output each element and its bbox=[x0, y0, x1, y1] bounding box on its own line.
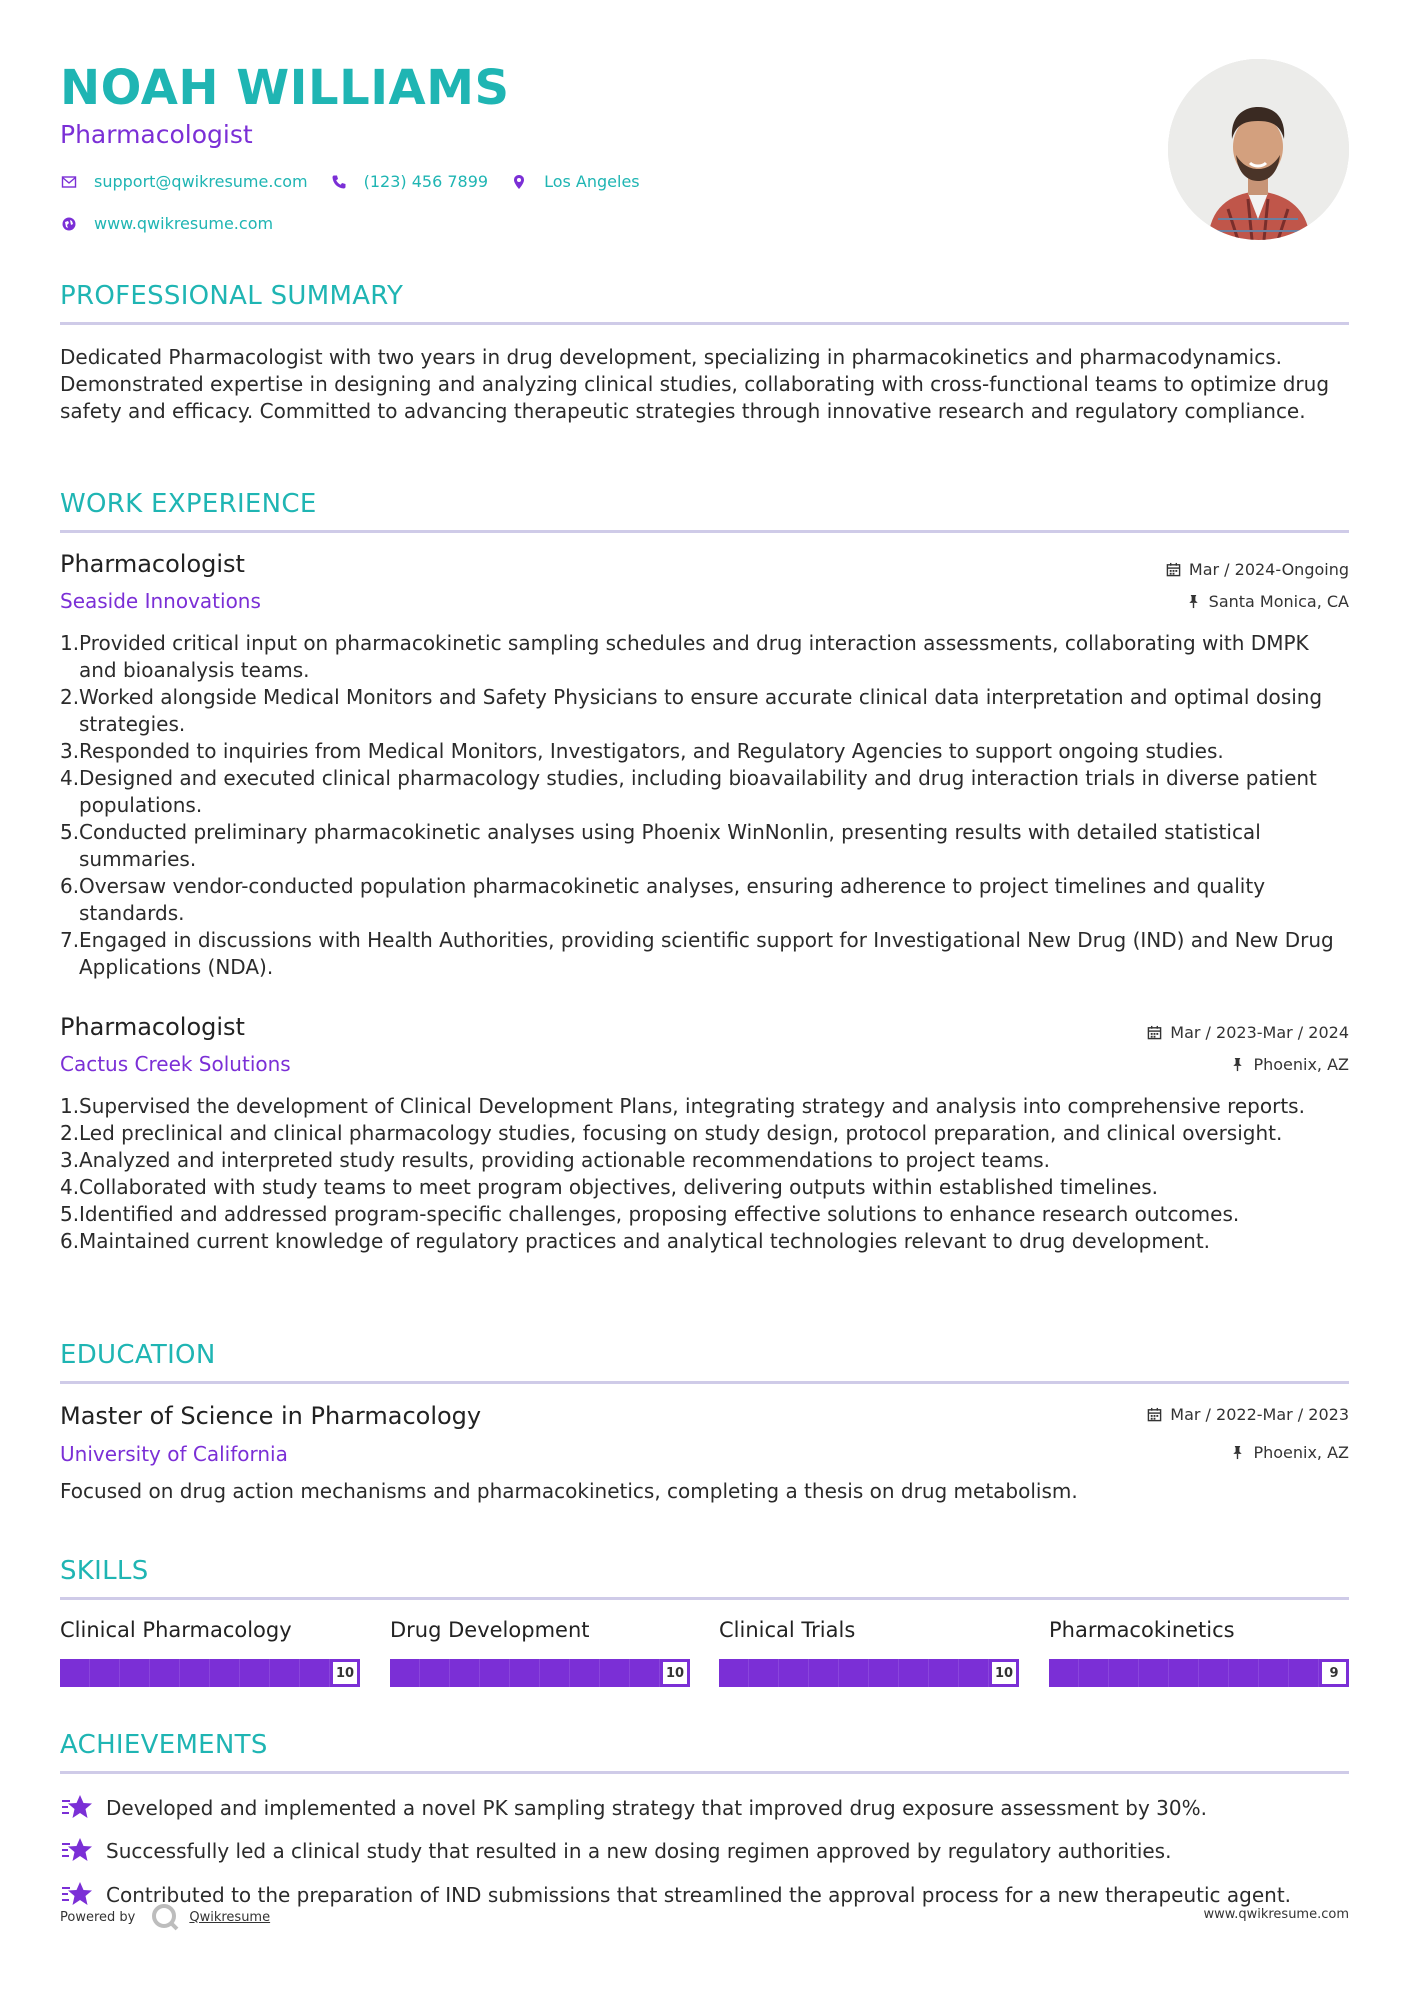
skill-bar bbox=[390, 1659, 690, 1687]
calendar-icon bbox=[1147, 1407, 1162, 1422]
contact-email[interactable] bbox=[60, 172, 308, 191]
skill-bar-segment bbox=[839, 1659, 869, 1687]
skill-bar-segment bbox=[150, 1659, 180, 1687]
skill-score: 10 bbox=[989, 1659, 1019, 1687]
contact-row-1 bbox=[60, 172, 662, 191]
list-item: 4. Designed and executed clinical pharmacology studies, including bioavailability and drug interaction trials in diverse patient populations. bbox=[60, 766, 1317, 817]
achievement-item bbox=[60, 1834, 1171, 1868]
education-heading: EDUCATION bbox=[60, 1340, 216, 1370]
job-title-2: Pharmacologist bbox=[60, 1013, 245, 1041]
skill-name: Clinical Pharmacology bbox=[60, 1618, 292, 1642]
envelope-icon bbox=[60, 173, 78, 191]
footer-powered-by bbox=[60, 1903, 270, 1931]
skill-bar-segment bbox=[779, 1659, 809, 1687]
skill-bar-segment bbox=[1079, 1659, 1109, 1687]
job-date-text-1: Mar / 2024-Ongoing bbox=[1188, 560, 1349, 579]
list-item: 2. Led preclinical and clinical pharmacology studies, focusing on study design, protocol preparation, and clinical oversight. bbox=[60, 1121, 1283, 1145]
list-item: 3. Analyzed and interpreted study results, providing actionable recommendations to project teams. bbox=[60, 1148, 1050, 1172]
job-title-1: Pharmacologist bbox=[60, 550, 245, 578]
achievements-heading: ACHIEVEMENTS bbox=[60, 1730, 268, 1760]
list-item: 5. Conducted preliminary pharmacokinetic analyses using Phoenix WinNonlin, presenting results with detailed statistical summaries. bbox=[60, 820, 1261, 871]
skill-bar-segment bbox=[210, 1659, 240, 1687]
experience-heading: WORK EXPERIENCE bbox=[60, 489, 317, 519]
skill-bar-segment bbox=[300, 1659, 330, 1687]
candidate-name: NOAH WILLIAMS bbox=[60, 60, 510, 116]
skill-name: Clinical Trials bbox=[719, 1618, 856, 1642]
skill-bar-segment bbox=[420, 1659, 450, 1687]
skill-bar-segment bbox=[630, 1659, 660, 1687]
skill-bar bbox=[60, 1659, 360, 1687]
achievement-text: Developed and implemented a novel PK sampling strategy that improved drug exposure assessment by 30%. bbox=[106, 1796, 1207, 1820]
skill-item bbox=[1049, 1618, 1349, 1687]
star-icon bbox=[60, 1791, 94, 1825]
skill-bar-segment bbox=[719, 1659, 749, 1687]
degree-title: Master of Science in Pharmacology bbox=[60, 1402, 482, 1430]
summary-divider bbox=[60, 322, 1349, 325]
job-location-text-1: Santa Monica, CA bbox=[1208, 592, 1349, 611]
list-item: 5. Identified and addressed program-specific challenges, proposing effective solutions to enhance research outcomes. bbox=[60, 1202, 1240, 1226]
skill-bar-segment bbox=[270, 1659, 300, 1687]
website-text[interactable]: www.qwikresume.com bbox=[94, 214, 274, 233]
job-date-1 bbox=[1166, 560, 1349, 579]
skill-bar bbox=[1049, 1659, 1349, 1687]
qwikresume-logo-icon bbox=[151, 1903, 179, 1931]
skill-score: 9 bbox=[1319, 1659, 1349, 1687]
phone-text[interactable]: (123) 456 7899 bbox=[363, 172, 489, 191]
achievements-divider bbox=[60, 1771, 1349, 1774]
skill-bar-segment bbox=[60, 1659, 90, 1687]
skill-bar-segment bbox=[1259, 1659, 1289, 1687]
skill-bar-segment bbox=[1169, 1659, 1199, 1687]
star-icon bbox=[60, 1834, 94, 1868]
list-item: 1. Provided critical input on pharmacokinetic sampling schedules and drug interaction assessments, collaborating with DMPK and bioanalysis teams. bbox=[60, 631, 1309, 682]
skill-score: 10 bbox=[330, 1659, 360, 1687]
job-bullets-2 bbox=[60, 1093, 1352, 1255]
skill-bar-segment bbox=[480, 1659, 510, 1687]
list-item: 4. Collaborated with study teams to meet program objectives, delivering outputs within established timelines. bbox=[60, 1175, 1159, 1199]
phone-icon bbox=[330, 173, 348, 191]
calendar-icon bbox=[1166, 562, 1181, 577]
skill-bar-segment bbox=[510, 1659, 540, 1687]
skill-bar-segment bbox=[1199, 1659, 1229, 1687]
list-item: 3. Responded to inquiries from Medical Monitors, Investigators, and Regulatory Agencies to support ongoing studies. bbox=[60, 739, 1224, 763]
skill-bar-segment bbox=[869, 1659, 899, 1687]
skill-bar-segment bbox=[390, 1659, 420, 1687]
skill-bar-segment bbox=[1109, 1659, 1139, 1687]
job-date-text-2: Mar / 2023-Mar / 2024 bbox=[1170, 1023, 1349, 1042]
summary-heading: PROFESSIONAL SUMMARY bbox=[60, 281, 404, 311]
contact-phone[interactable] bbox=[330, 172, 488, 191]
list-item: 6. Maintained current knowledge of regulatory practices and analytical technologies relevant to drug development. bbox=[60, 1229, 1211, 1253]
location-text: Los Angeles bbox=[544, 172, 640, 191]
job-location-1 bbox=[1186, 592, 1349, 611]
education-date bbox=[1147, 1405, 1349, 1424]
skill-bar-segment bbox=[1049, 1659, 1079, 1687]
job-location-text-2: Phoenix, AZ bbox=[1253, 1055, 1349, 1074]
achievement-text: Contributed to the preparation of IND submissions that streamlined the approval process for a new therapeutic agent. bbox=[106, 1883, 1292, 1907]
job-company-1: Seaside Innovations bbox=[60, 589, 261, 613]
skill-bar-segment bbox=[899, 1659, 929, 1687]
pushpin-icon bbox=[1186, 594, 1201, 609]
powered-by-label: Powered by bbox=[60, 1909, 136, 1925]
list-item: 1. Supervised the development of Clinical Development Plans, integrating strategy and analysis into comprehensive reports. bbox=[60, 1094, 1305, 1118]
profile-photo bbox=[1168, 59, 1349, 240]
skill-bar bbox=[719, 1659, 1019, 1687]
skills-divider bbox=[60, 1597, 1349, 1600]
skill-item bbox=[390, 1618, 690, 1687]
candidate-title: Pharmacologist bbox=[60, 120, 253, 149]
skills-heading: SKILLS bbox=[60, 1556, 149, 1586]
skill-bar-segment bbox=[570, 1659, 600, 1687]
job-company-2: Cactus Creek Solutions bbox=[60, 1052, 291, 1076]
footer-site[interactable]: www.qwikresume.com bbox=[1203, 1907, 1349, 1922]
skill-bar-segment bbox=[450, 1659, 480, 1687]
education-location bbox=[1230, 1443, 1349, 1462]
list-item: 2. Worked alongside Medical Monitors and Safety Physicians to ensure accurate clinical data interpretation and optimal dosing strategies. bbox=[60, 685, 1323, 736]
calendar-icon bbox=[1147, 1025, 1162, 1040]
pushpin-icon bbox=[1230, 1445, 1245, 1460]
skill-bar-segment bbox=[959, 1659, 989, 1687]
education-date-text: Mar / 2022-Mar / 2023 bbox=[1170, 1405, 1349, 1424]
skill-bar-segment bbox=[749, 1659, 779, 1687]
job-bullets-1 bbox=[60, 630, 1352, 981]
education-description: Focused on drug action mechanisms and pharmacokinetics, completing a thesis on drug metabolism. bbox=[60, 1479, 1078, 1503]
skill-bar-segment bbox=[1229, 1659, 1259, 1687]
qwikresume-link[interactable]: Qwikresume bbox=[189, 1909, 271, 1925]
skill-bar-segment bbox=[240, 1659, 270, 1687]
globe-icon bbox=[60, 215, 78, 233]
education-location-text: Phoenix, AZ bbox=[1253, 1443, 1349, 1462]
skill-name: Pharmacokinetics bbox=[1049, 1618, 1235, 1642]
skill-bar-segment bbox=[929, 1659, 959, 1687]
skill-item bbox=[719, 1618, 1019, 1687]
skill-name: Drug Development bbox=[390, 1618, 590, 1642]
skill-score: 10 bbox=[660, 1659, 690, 1687]
achievement-item bbox=[60, 1791, 1207, 1825]
skill-bar-segment bbox=[1139, 1659, 1169, 1687]
map-pin-icon bbox=[510, 173, 528, 191]
education-divider bbox=[60, 1381, 1349, 1384]
list-item: 6. Oversaw vendor-conducted population pharmacokinetic analyses, ensuring adherence to project timelines and quality standards. bbox=[60, 874, 1266, 925]
pushpin-icon bbox=[1230, 1057, 1245, 1072]
achievement-text: Successfully led a clinical study that resulted in a new dosing regimen approved by regulatory authorities. bbox=[106, 1839, 1172, 1863]
experience-divider bbox=[60, 530, 1349, 533]
email-text[interactable]: support@qwikresume.com bbox=[94, 172, 308, 191]
list-item: 7. Engaged in discussions with Health Authorities, providing scientific support for Investigational New Drug (IND) and New Drug Applications (NDA). bbox=[60, 928, 1334, 979]
skill-item bbox=[60, 1618, 360, 1687]
school-name: University of California bbox=[60, 1442, 288, 1466]
skill-bar-segment bbox=[1289, 1659, 1319, 1687]
contact-location bbox=[510, 172, 640, 191]
contact-row-2 bbox=[60, 214, 295, 233]
skill-bar-segment bbox=[180, 1659, 210, 1687]
skill-bar-segment bbox=[120, 1659, 150, 1687]
contact-website[interactable] bbox=[60, 214, 273, 233]
job-date-2 bbox=[1147, 1023, 1349, 1042]
skill-bar-segment bbox=[90, 1659, 120, 1687]
summary-text: Dedicated Pharmacologist with two years in drug development, specializing in pharmacokinetics and pharmacodynamics. Demonstrated expertise in designing and analyzing clinical studies, collaborating with cross-functional teams to optimize drug safety and efficacy. Committed to advancing therapeutic strategies through innovative research and regulatory compliance. bbox=[60, 345, 1330, 423]
job-location-2 bbox=[1230, 1055, 1349, 1074]
skill-bar-segment bbox=[600, 1659, 630, 1687]
skill-bar-segment bbox=[540, 1659, 570, 1687]
skill-bar-segment bbox=[809, 1659, 839, 1687]
